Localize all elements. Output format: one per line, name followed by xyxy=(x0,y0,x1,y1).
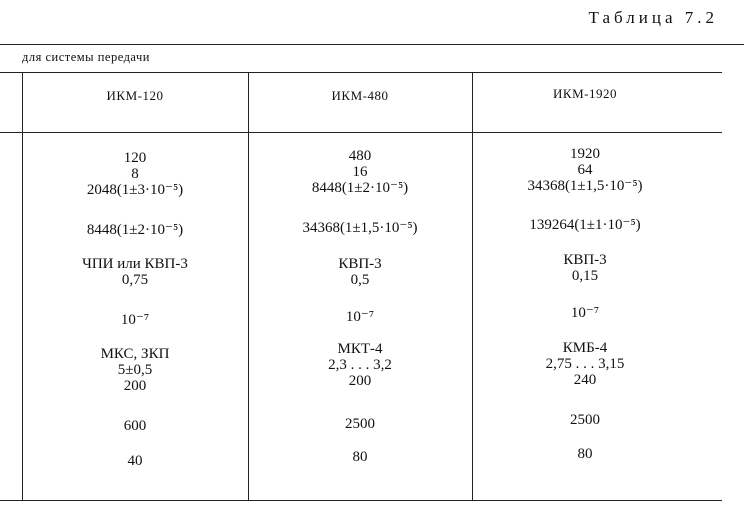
cell-value: 240 xyxy=(573,372,597,388)
table-cell xyxy=(240,416,480,432)
cell-value: 0,5 xyxy=(350,272,370,288)
cell-value: МКТ-4 xyxy=(337,341,383,357)
table-subheading: для системы передачи xyxy=(22,50,150,64)
table-cell xyxy=(465,412,705,428)
cell-value: 0,75 xyxy=(121,272,149,288)
cell-value: 8448(1±2·10⁻⁵) xyxy=(311,180,409,196)
cell-value: 2048(1±3·10⁻⁵) xyxy=(86,182,184,198)
cell-value: 10⁻⁷ xyxy=(120,312,150,328)
cell-value: 80 xyxy=(577,446,593,462)
table-cell xyxy=(465,446,705,462)
table-cell xyxy=(15,418,255,434)
cell-value: 139264(1±1·10⁻⁵) xyxy=(529,217,641,233)
cell-value: 10⁻⁷ xyxy=(345,309,375,325)
cell-value: 8448(1±2·10⁻⁵) xyxy=(86,222,184,238)
table-cell xyxy=(240,309,480,325)
table-cell xyxy=(240,220,480,236)
cell-value: 10⁻⁷ xyxy=(570,305,600,321)
header-top-rule xyxy=(0,72,722,73)
table-caption: Таблица 7.2 xyxy=(588,8,718,27)
table-cell xyxy=(15,346,255,394)
table-cell xyxy=(15,150,255,198)
cell-value: 40 xyxy=(127,453,143,469)
table-cell xyxy=(465,146,705,194)
cell-value: 80 xyxy=(352,449,368,465)
cell-value: 1920 xyxy=(570,146,600,162)
table-cell xyxy=(465,217,705,233)
table-cell xyxy=(240,341,480,389)
column-header-ikm120: ИКМ-120 xyxy=(106,88,164,103)
cell-value: КВП-3 xyxy=(338,256,382,272)
bottom-rule xyxy=(0,500,722,501)
header-bottom-rule xyxy=(0,132,722,133)
table-cell xyxy=(465,305,705,321)
table-cell xyxy=(240,449,480,465)
table-cell xyxy=(15,453,255,469)
cell-value: 2,75 . . . 3,15 xyxy=(545,356,625,372)
cell-value: 34368(1±1,5·10⁻⁵) xyxy=(527,178,643,194)
cell-value: 600 xyxy=(123,418,147,434)
cell-value: 8 xyxy=(131,166,139,182)
table-cell xyxy=(465,340,705,388)
cell-value: ЧПИ или КВП-3 xyxy=(82,256,188,272)
cell-value: 16 xyxy=(352,164,368,180)
column-header-ikm1920: ИКМ-1920 xyxy=(553,86,617,101)
cell-value: 34368(1±1,5·10⁻⁵) xyxy=(302,220,418,236)
table-cell xyxy=(15,256,255,288)
cell-value: КВП-3 xyxy=(563,252,607,268)
cell-value: 480 xyxy=(348,148,372,164)
table-cell xyxy=(240,148,480,196)
cell-value: 2500 xyxy=(345,416,375,432)
table-cell xyxy=(465,252,705,284)
cell-value: 5±0,5 xyxy=(117,362,153,378)
cell-value: МКС, ЗКП xyxy=(100,346,170,362)
cell-value: 2,3 . . . 3,2 xyxy=(328,357,392,373)
cell-value: 64 xyxy=(577,162,593,178)
cell-value: 120 xyxy=(123,150,147,166)
table-cell xyxy=(240,256,480,288)
cell-value: 200 xyxy=(123,378,147,394)
top-rule xyxy=(0,44,744,45)
cell-value: 0,15 xyxy=(571,268,599,284)
cell-value: 200 xyxy=(348,373,372,389)
column-header-ikm480: ИКМ-480 xyxy=(331,88,389,103)
cell-value: 2500 xyxy=(570,412,600,428)
table-cell xyxy=(15,312,255,328)
cell-value: КМБ-4 xyxy=(562,340,608,356)
table-cell xyxy=(15,222,255,238)
